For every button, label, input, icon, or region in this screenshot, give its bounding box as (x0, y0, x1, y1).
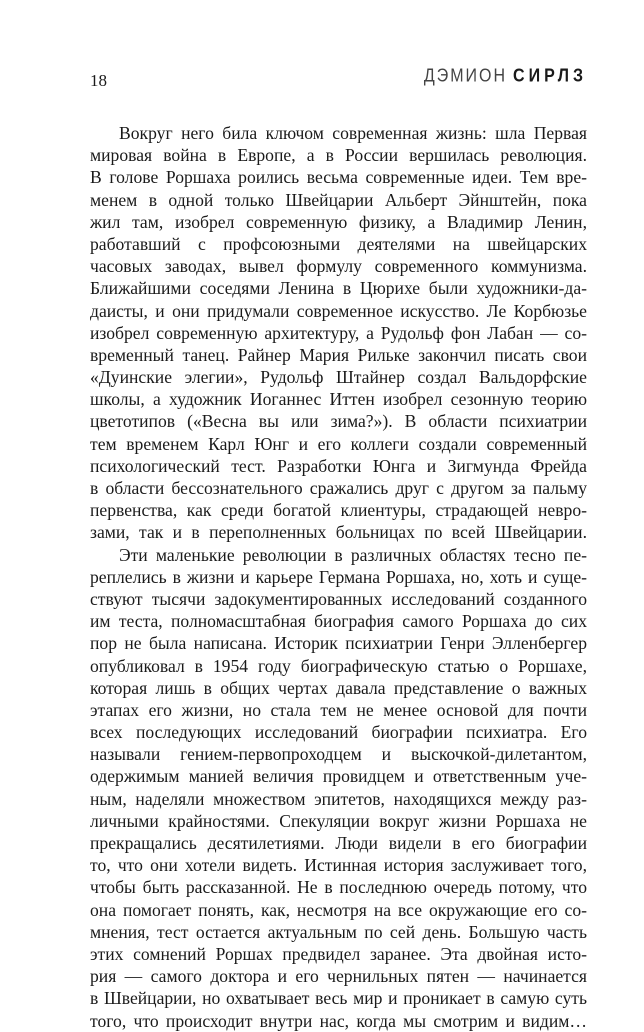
author-first-name: ДЭМИОН (423, 66, 508, 87)
page-header (90, 68, 587, 94)
text-line: всех последующих исследований биографии психиатра. Его (90, 722, 587, 743)
text-line: чтобы быть рассказанной. Не в последнюю очередь потому, что (90, 877, 587, 898)
text-line: этих сомнений Роршах предвидел заранее. Эта двойная исто- (90, 943, 587, 964)
text-line: Ближайшими соседями Ленина в Цюрихе были художники-да- (90, 278, 587, 299)
text-line: которая лишь в общих чертах давала представление о важных (90, 677, 587, 698)
text-line: цветотипов («Весна вы или зима?»). В области психиатрии (90, 411, 587, 432)
text-line: того, что происходит внутри нас, когда мы смотрим и видим… (90, 1010, 587, 1031)
text-line: Эти маленькие революции в различных областях тесно пе- (119, 544, 587, 565)
text-line: одержимым манией величия провидцем и ответственным уче- (90, 766, 587, 787)
text-line: ным, наделяли множеством эпитетов, находящихся между раз- (90, 788, 587, 809)
paragraph-2 (90, 544, 587, 1032)
text-line: в области бессознательного сражались друг с другом за пальму (90, 478, 587, 498)
text-line: им теста, полномасштабная биография самого Роршаха до сих (90, 611, 587, 632)
text-line: тем временем Карл Юнг и его коллеги создали современный (90, 433, 587, 454)
text-line: рия — самого доктора и его чернильных пятен — начинается (90, 966, 587, 987)
text-line: опубликовал в 1954 году биографическую статью о Роршахе, (90, 655, 587, 676)
text-line: называли гением-первопроходцем и выскочкой-дилетантом, (90, 744, 587, 765)
text-line: часовых заводах, вывел формулу современного коммунизма. (90, 256, 587, 277)
text-line: «Дуинские элегии», Рудольф Штайнер создал Вальдорфские (90, 367, 587, 388)
text-line: реплелись в жизни и карьере Германа Роршаха, но, хоть и суще- (90, 566, 587, 587)
text-line: временный танец. Райнер Мария Рильке закончил писать свои (90, 344, 587, 365)
text-line: ствуют тысячи задокументированных исследований созданного (90, 588, 587, 609)
text-line: она помогает понять, как, несмотря на все окружающие его со- (90, 899, 587, 920)
text-line: В голове Роршаха роились весьма современные идеи. Тем вре- (90, 167, 587, 188)
text-line: менем в одной только Швейцарии Альберт Эйнштейн, пока (90, 189, 587, 210)
text-line: работавший с профсоюзными деятелями на швейцарских (90, 233, 587, 254)
text-line: изобрел современную архитектуру, а Рудольф фон Лабан — со- (90, 322, 587, 343)
text-line: жил там, изобрел современную физику, а Владимир Ленин, (90, 211, 587, 232)
author-last-name: СИРЛЗ (513, 66, 587, 87)
page-number: 18 (90, 71, 107, 90)
text-line: мнения, тест остается актуальным по сей день. Большую часть (90, 921, 587, 942)
text-line: Вокруг него била ключом современная жизнь: шла Первая (119, 123, 587, 143)
text-line: мировая война в Европе, а в России вершилась революция. (90, 145, 587, 166)
text-line: то, что они хотели видеть. Истинная история заслуживает того, (90, 855, 587, 876)
text-line: даисты, и они придумали современное искусство. Ле Корбюзье (90, 300, 587, 321)
body-text (90, 122, 587, 1032)
paragraph-1 (90, 122, 587, 544)
text-line: в Швейцарии, но охватывает весь мир и проникает в самую суть (90, 988, 587, 1009)
text-line: прекращались десятилетиями. Люди видели в его биографии (90, 833, 587, 853)
running-head-author (424, 68, 587, 86)
text-line: этапах его жизни, но стала тем не менее основой для почти (90, 699, 587, 720)
text-line: первенства, как среди богатой клиентуры, страдающей невро- (90, 500, 587, 521)
text-line: зами, так и в переполненных больницах по всей Швейцарии. (90, 522, 587, 543)
text-line: психологический тест. Разработки Юнга и Зигмунда Фрейда (90, 455, 587, 476)
text-line: школы, а художник Иоганнес Иттен изобрел сезонную теорию (90, 389, 587, 410)
text-line: личными крайностями. Спекуляции вокруг жизни Роршаха не (90, 810, 587, 831)
text-line: пор не была написана. Историк психиатрии Генри Элленбергер (90, 633, 587, 654)
